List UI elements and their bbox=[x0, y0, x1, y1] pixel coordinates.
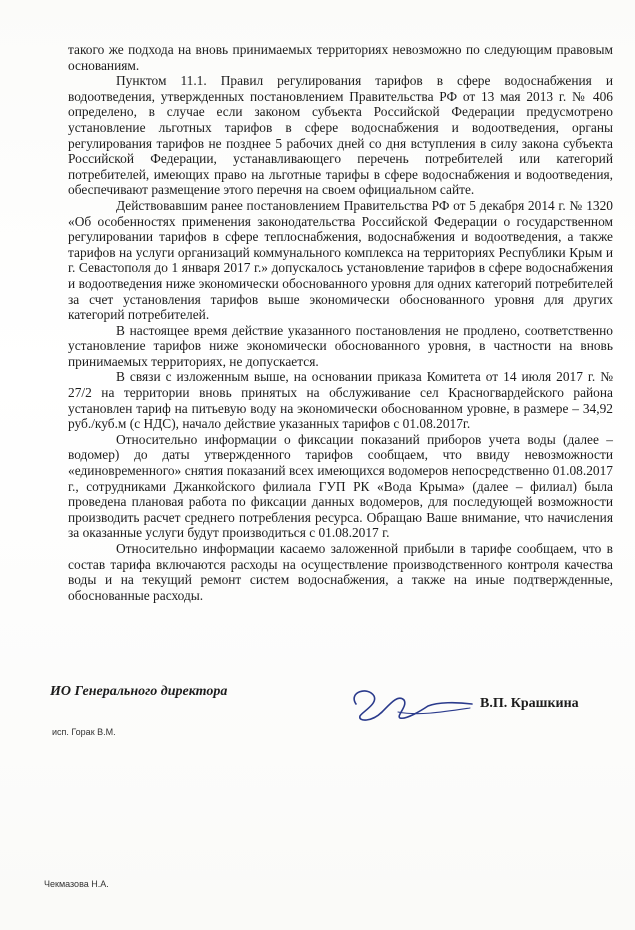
executor-note: исп. Горак В.М. bbox=[52, 727, 116, 737]
signatory-title: ИО Генерального директора bbox=[50, 684, 228, 699]
paragraph-6: Относительно информации о фиксации показаний приборов учета воды (далее – водомер) до даты утвержденного тарифов сообщаем, что ввиду невозможности «единовременного» снятия показаний всех имеющихся водомеров непосредственно 01.08.2017 г., сотрудниками Джанкойского филиала ГУП РК «Вода Крыма» (далее – филиал) была проведена плановая работа по фиксации данных водомеров, для последующей возможности производить расчет среднего потребления ресурса. Обращаю Ваше внимание, что начисления за оказанные услуги будут производиться с 01.08.2017 г. bbox=[68, 431, 613, 541]
paragraph-1: такого же подхода на вновь принимаемых территориях невозможно по следующим правовым основаниям. bbox=[68, 42, 613, 73]
paragraph-4: В настоящее время действие указанного постановления не продлено, соответственно установление тарифов ниже экономически обоснованного уровня, в частности на вновь принимаемых территориях, не допускается. bbox=[68, 322, 613, 369]
paragraph-2: Пунктом 11.1. Правил регулирования тарифов в сфере водоснабжения и водоотведения, утвержденных постановлением Правительства РФ от 13 мая 2013 г. № 406 определено, в случае если законом субъекта Российской Федерации предусмотрено установление льготных тарифов в сфере водоснабжения и водоотведения, органы регулирования тарифов не позднее 5 рабочих дней со дня вступления в силу закона субъекта Российской Федерации, устанавливающего перечень потребителей или категорий потребителей, имеющих право на льготные тарифы в сфере водоснабжения и водоотведения, обеспечивают размещение этого перечня на своем официальном сайте. bbox=[68, 73, 613, 198]
signature-block bbox=[48, 682, 618, 732]
paragraph-5: В связи с изложенным выше, на основании приказа Комитета от 14 июля 2017 г. № 27/2 на территории вновь принятых на обслуживание сел Красногвардейского района установлен тариф на питьевую воду на экономически обоснованном уровне, в размере – 34,92 руб./куб.м (с НДС), начало действие указанных тарифов с 01.08.2017г. bbox=[68, 369, 613, 432]
executor-note-2: Чекмазова Н.А. bbox=[44, 879, 109, 889]
paragraph-7: Относительно информации касаемо заложенной прибыли в тарифе сообщаем, что в состав тарифа включаются расходы на осуществление производственного контроля качества воды и на текущий ремонт систем водоснабжения, а также на иные подтвержденные, обоснованные расходы. bbox=[68, 541, 613, 603]
letter-body bbox=[68, 42, 613, 603]
paragraph-3: Действовавшим ранее постановлением Правительства РФ от 5 декабря 2014 г. № 1320 «Об особенностях применения законодательства Российской Федерации о государственном регулировании тарифов в сфере теплоснабжения, водоснабжения и водоотведения, а также тарифов на услуги организаций коммунального комплекса на территориях Республики Крым и г. Севастополя до 1 января 2017 г.» допускалось установление тарифов в сфере водоснабжения и водоотведения ниже экономически обоснованного уровня для одних категорий потребителей за счет установления тарифов выше экономически обоснованного уровня для других категорий потребителей. bbox=[68, 197, 613, 323]
signatory-name: В.П. Крашкина bbox=[480, 696, 579, 711]
handwritten-signature bbox=[338, 682, 478, 730]
